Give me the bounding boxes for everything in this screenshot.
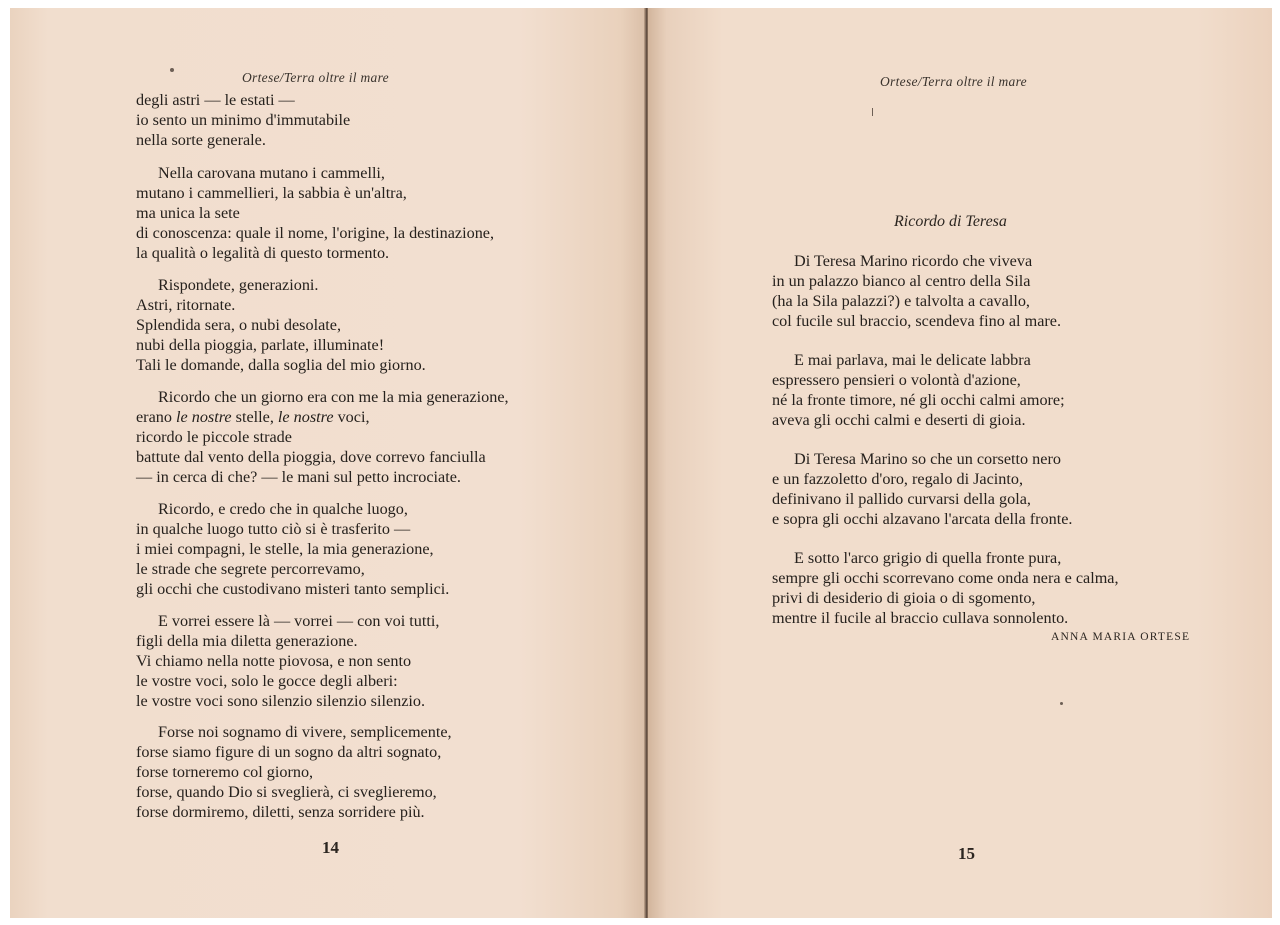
poem-line: figli della mia diletta generazione. xyxy=(136,632,358,650)
poem-line: mutano i cammellieri, la sabbia è un'altra, xyxy=(136,184,407,202)
poem-line: gli occhi che custodivano misteri tanto semplici. xyxy=(136,580,450,598)
poem-line: forse, quando Dio si sveglierà, ci sveglieremo, xyxy=(136,783,437,801)
poem-line: la qualità o legalità di questo tormento. xyxy=(136,244,390,262)
right-page xyxy=(648,8,1272,918)
running-head: Ortese/Terra oltre il mare xyxy=(880,74,1027,89)
running-head: Ortese/Terra oltre il mare xyxy=(242,70,389,85)
poem-line: e sopra gli occhi alzavano l'arcata della fronte. xyxy=(772,510,1073,528)
poem-line: battute dal vento della pioggia, dove correvo fanciulla xyxy=(136,448,486,466)
poem-line: Vi chiamo nella notte piovosa, e non sento xyxy=(136,652,412,670)
poem-line: (ha la Sila palazzi?) e talvolta a cavallo, xyxy=(772,292,1030,310)
poem-line: erano le nostre stelle, le nostre voci, xyxy=(136,408,370,426)
poem-line: nubi della pioggia, parlate, illuminate! xyxy=(136,336,385,354)
poem-line: ricordo le piccole strade xyxy=(136,428,292,446)
poem-line: in qualche luogo tutto ciò si è trasferito — xyxy=(136,520,411,538)
paper-speck xyxy=(1060,702,1063,705)
poem-line: le vostre voci sono silenzio silenzio silenzio. xyxy=(136,692,426,710)
poem-line: — in cerca di che? — le mani sul petto incrociate. xyxy=(136,468,461,486)
poem-line: E sotto l'arco grigio di quella fronte pura, xyxy=(794,549,1062,567)
poem-line: sempre gli occhi scorrevano come onda nera e calma, xyxy=(772,569,1119,587)
poem-line: forse siamo figure di un sogno da altri sognato, xyxy=(136,743,442,761)
poem-line: le strade che segrete percorrevamo, xyxy=(136,560,365,578)
poem-line: e un fazzoletto d'oro, regalo di Jacinto, xyxy=(772,470,1024,488)
paper-speck xyxy=(170,68,174,72)
left-page xyxy=(10,8,646,918)
paper-speck xyxy=(872,108,873,116)
poem-line: col fucile sul braccio, scendeva fino al mare. xyxy=(772,312,1061,330)
poem-line: aveva gli occhi calmi e deserti di gioia. xyxy=(772,411,1026,429)
poem-line: Rispondete, generazioni. xyxy=(158,276,319,294)
poem-line: degli astri — le estati — xyxy=(136,91,295,109)
poem-line: espressero pensieri o volontà d'azione, xyxy=(772,371,1021,389)
poem-line: E mai parlava, mai le delicate labbra xyxy=(794,351,1031,369)
poem-line: Nella carovana mutano i cammelli, xyxy=(158,164,385,182)
poem-line: Ricordo, e credo che in qualche luogo, xyxy=(158,500,408,518)
poem-line: le vostre voci, solo le gocce degli alberi: xyxy=(136,672,398,690)
poem-line: definivano il pallido curvarsi della gola, xyxy=(772,490,1031,508)
poem-line: Di Teresa Marino ricordo che viveva xyxy=(794,252,1033,270)
poem-line: di conoscenza: quale il nome, l'origine, la destinazione, xyxy=(136,224,495,242)
poem-line: i miei compagni, le stelle, la mia generazione, xyxy=(136,540,434,558)
poem-line: Forse noi sognamo di vivere, semplicemente, xyxy=(158,723,452,741)
poem-line: forse torneremo col giorno, xyxy=(136,763,314,781)
poem-line: in un palazzo bianco al centro della Sila xyxy=(772,272,1031,290)
poem-title: Ricordo di Teresa xyxy=(894,213,1007,230)
poem-line: Astri, ritornate. xyxy=(136,296,236,314)
poem-line: Tali le domande, dalla soglia del mio giorno. xyxy=(136,356,426,374)
poem-line: Ricordo che un giorno era con me la mia generazione, xyxy=(158,388,509,406)
author-signature: ANNA MARIA ORTESE xyxy=(1051,631,1191,643)
poem-line: né la fronte timore, né gli occhi calmi amore; xyxy=(772,391,1065,409)
poem-line: Splendida sera, o nubi desolate, xyxy=(136,316,341,334)
poem-line: nella sorte generale. xyxy=(136,131,266,149)
page-number: 14 xyxy=(322,838,339,857)
poem-line: mentre il fucile al braccio cullava sonnolento. xyxy=(772,609,1069,627)
poem-line: Di Teresa Marino so che un corsetto nero xyxy=(794,450,1061,468)
poem-line: privi di desiderio di gioia o di sgomento, xyxy=(772,589,1036,607)
poem-line: io sento un minimo d'immutabile xyxy=(136,111,351,129)
poem-line: ma unica la sete xyxy=(136,204,240,222)
poem-line: E vorrei essere là — vorrei — con voi tutti, xyxy=(158,612,440,630)
page-number: 15 xyxy=(958,844,975,863)
poem-line: forse dormiremo, diletti, senza sorridere più. xyxy=(136,803,425,821)
book-spread xyxy=(10,8,1272,918)
